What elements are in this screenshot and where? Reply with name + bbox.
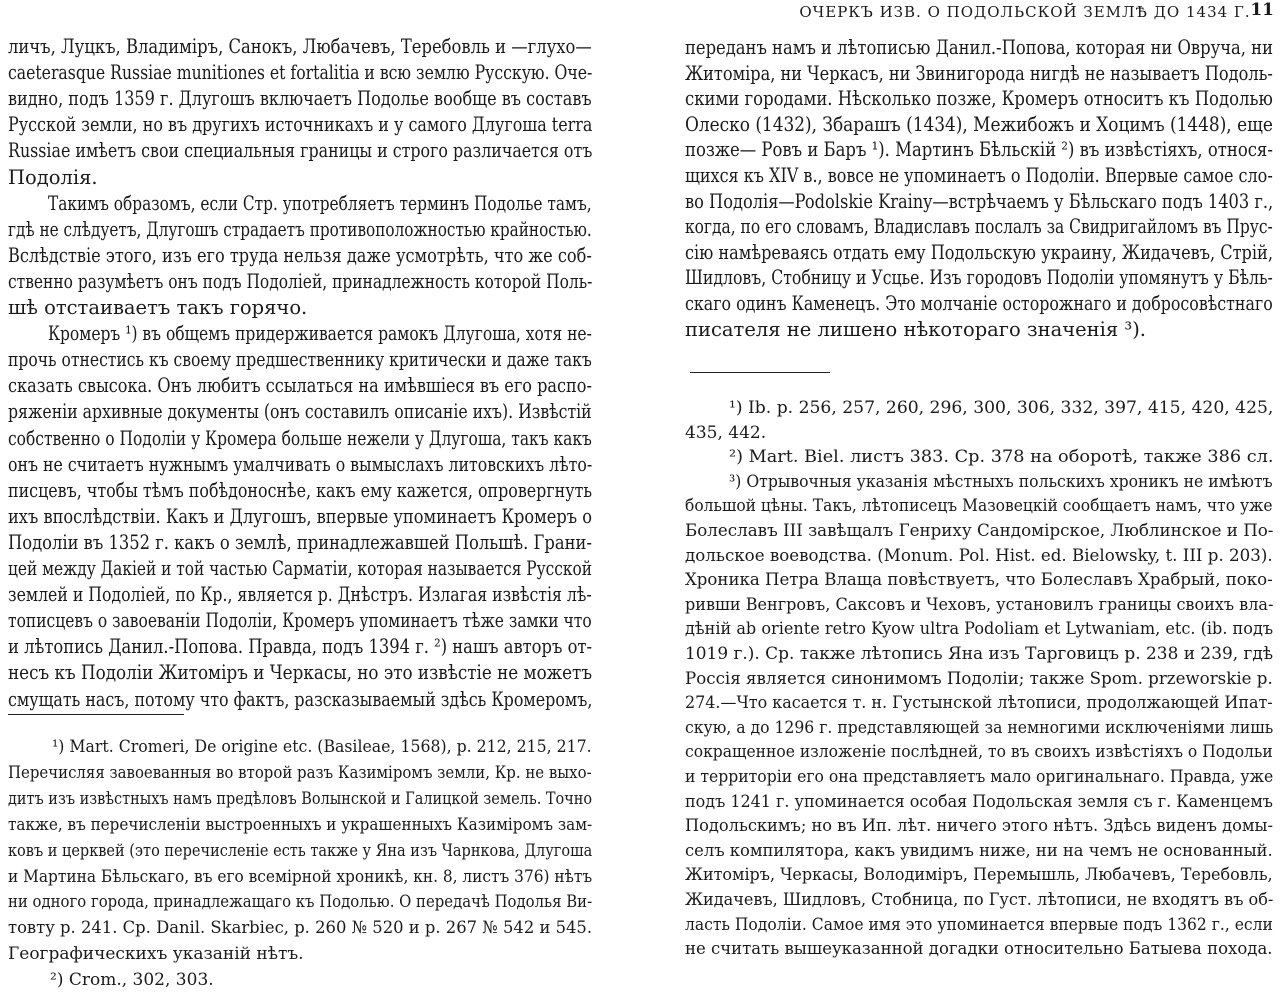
footnote-line: ²) Mart. Biel. листъ 383. Ср. 378 на оборотѣ, также 386 сл. xyxy=(729,447,1274,468)
body-line: смущать насъ, потому что фактъ, разсказываемый здѣсь Кромеромъ, xyxy=(8,687,593,711)
footnote-line: и Мартина Бѣльскаго, въ его всемірной хроникѣ, кн. 8, листъ 376) нѣтъ xyxy=(8,866,593,887)
body-line: щихся къ XIV в., вовсе не упоминаетъ о Подоліи. Впервые самое сло- xyxy=(685,164,1273,187)
body-line: сказать свысока. Онъ любитъ ссылаться на имѣвшіеся въ его распо- xyxy=(8,374,592,398)
footnote-line: Хроника Петра Влаща повѣствуетъ, что Болеславъ Храбрый, поко- xyxy=(685,570,1273,591)
body-line: прочь отнестись къ своему предшественнику критически и даже такъ xyxy=(8,348,592,372)
footnote-line: большой цѣны. Такъ, лѣтописецъ Мазовецкій сообщаетъ намъ, что уже xyxy=(685,496,1273,517)
footnote-line: 274.—Что касается т. н. Густынской лѣтописи, продолжающей Ипат- xyxy=(685,693,1273,714)
footnote-line: ²) Crom., 302, 303. xyxy=(50,970,214,991)
footnote-line: 1019 г.). Ср. также лѣтопись Яна изъ Тарговицъ р. 238 и 239, гдѣ xyxy=(685,644,1274,664)
body-line: Олеско (1432), Збарашъ (1434), Межибожъ и Хоцимъ (1448), еще xyxy=(685,112,1273,136)
body-line: Вслѣдствіе этого, изъ его труда нельзя даже усмотрѣть, что же соб- xyxy=(8,243,592,267)
footnote-line: также, въ перечисленіи выстроенныхъ и украшенныхъ Казиміромъ зам- xyxy=(8,814,593,835)
footnote-line: и территоріи его она представляетъ мало оригинальнаго. Правда, уже xyxy=(685,767,1274,787)
footnote-line: Жидачевъ, Шидловъ, Стобница, по Густ. лѣтописи, не входятъ въ об- xyxy=(685,890,1274,910)
body-line: ственно разумѣетъ онъ подъ Подоліей, принадлежность которой Поль- xyxy=(8,269,593,293)
footnote-line: сокращенное изложеніе послѣдней, то въ своихъ извѣстіяхъ о Подольи xyxy=(685,742,1273,763)
running-head: ОЧЕРКЪ ИЗВ. О ПОДОЛЬСКОЙ ЗЕМЛѢ ДО 1434 Г. xyxy=(799,3,1251,21)
body-line: личъ, Луцкъ, Владиміръ, Санокъ, Любачевъ, Теребовль и —глухо— xyxy=(8,35,592,58)
body-line: Русской земли, но въ другихъ источникахъ и у самого Длугоша terra xyxy=(8,113,593,137)
body-line: землей и Подоліей, по Кр., является р. Днѣстръ. Излагая извѣстія лѣ- xyxy=(8,583,592,607)
footnote-line: дѣній ab oriente retro Kyow ultra Podoliam et Lytwaniam, etc. (ib. подъ xyxy=(685,619,1274,640)
footnote-line: Географическихъ указаній нѣтъ. xyxy=(8,944,304,965)
footnote-line: Житоміръ, Черкасы, Володиміръ, Перемышль, Любачевъ, Теребовль, xyxy=(685,865,1273,886)
footnote-line: ¹) Ib. р. 256, 257, 260, 296, 300, 306, 332, 397, 415, 420, 425, xyxy=(729,398,1274,418)
body-line: позже— Ровъ и Баръ ¹). Мартинъ Бѣльскій ²) въ извѣстіяхъ, относя- xyxy=(685,138,1273,162)
body-line: писцевъ, чтобы тѣмъ побѣдоноснѣе, какъ ему кажется, опровергнуть xyxy=(8,478,593,502)
page-number: 11 xyxy=(1250,0,1274,20)
body-line: ихъ впослѣдствіи. Какъ и Длугошъ, впервые упоминаетъ Кромеръ о xyxy=(8,504,593,528)
footnote-line: Подольскимъ; но въ Ип. лѣт. ничего этого нѣтъ. Здѣсь виденъ домы- xyxy=(685,816,1273,837)
footnote-line: селъ компилятора, какъ увидимъ ниже, ни на чемъ не основанный. xyxy=(685,840,1273,861)
left-page xyxy=(0,0,640,991)
body-line: шѣ отстаиваетъ такъ горячо. xyxy=(8,296,308,319)
body-line: Подоліи въ 1352 г. какъ о землѣ, принадлежавшей Польшѣ. Грани- xyxy=(8,530,592,554)
footnote-line: ривши Венгровъ, Саксовъ и Чеховъ, установилъ границы своихъ вла- xyxy=(685,594,1274,615)
footnote-line: Перечисляя завоеванныя во второй разъ Казиміромъ земли, Кр. не выхо- xyxy=(8,762,592,783)
footnote-line: 435, 442. xyxy=(685,422,767,443)
body-line: Подолія. xyxy=(8,165,98,189)
body-line: Russiae имѣетъ свои специальныя границы и строго различается отъ xyxy=(8,139,593,163)
footnote-line: ни одного города, принадлежащаго къ Подолью. О передачѣ Подолья Ви- xyxy=(8,892,593,913)
body-line: тописцевъ о завоеваніи Подоліи, Кромеръ упоминаетъ тѣже замки что xyxy=(8,609,592,633)
body-line: цей между Дакіей и той частью Сарматіи, которая называется Русской xyxy=(8,557,592,580)
body-line: видно, подъ 1359 г. Длугошъ включаетъ Подолье вообще въ составъ xyxy=(8,87,592,111)
footnote-line: Россія является синонимомъ Подоліи; также Spom. przeworskie р. xyxy=(685,668,1273,689)
footnote-line: ¹) Mart. Cromeri, De origine etc. (Basileae, 1568), p. 212, 215, 217. xyxy=(52,737,592,757)
footnote-line: Болеславъ III завѣщалъ Генриху Сандомірское, Люблинское и По- xyxy=(685,521,1274,541)
footnote-line: ласть Подоліи. Самое имя это упоминается впервые подъ 1362 г., если xyxy=(685,914,1273,935)
footnote-line: не считать вышеуказанной догадки относительно Батыева похода. xyxy=(685,939,1273,960)
body-line: собственно о Подоліи у Кромера больше нежели у Длугоша, такъ какъ xyxy=(8,426,592,450)
body-line: онъ не считаетъ нужнымъ умалчивать о вымыслахъ литовскихъ лѣто- xyxy=(8,452,593,476)
right-page xyxy=(650,0,1280,976)
body-line: писателя не лишено нѣкотораго значенія ³). xyxy=(685,317,1147,341)
body-line: скаго одинъ Каменецъ. Это молчаніе осторожнаго и добросовѣстнаго xyxy=(685,292,1273,315)
body-line: Житоміра, ни Черкасъ, ни Звинигорода нигдѣ не называетъ Подоль- xyxy=(685,61,1273,85)
body-line: Такимъ образомъ, если Стр. употребляетъ терминъ Подолье тамъ, xyxy=(48,191,592,215)
footnote-line: ковъ и церквей (это перечисленіе есть также у Яна изъ Чарнкова, Длугоша xyxy=(8,840,593,861)
body-line: когда, по его словамъ, Владиславъ послалъ за Свидригайломъ въ Прус- xyxy=(685,215,1273,239)
footnote-line: дитъ изъ извѣстныхъ намъ предѣловъ Волынской и Галицкой земель. Точно xyxy=(8,788,593,809)
body-line: переданъ намъ и лѣтописью Данил.-Попова, которая ни Овруча, ни xyxy=(685,36,1273,59)
left-footnote-separator xyxy=(8,714,184,715)
body-line: гдѣ не слѣдуетъ, Длугошъ страдаетъ противоположностью крайностью. xyxy=(8,217,592,241)
right-footnote-separator xyxy=(690,372,830,373)
footnote-line: дольское воеводства. (Monum. Pol. Hist. ed. Bielowsky, t. III p. 203). xyxy=(685,545,1273,566)
body-line: сію намѣреваясь отдать ему Подольскую украину, Жидачевъ, Стрій, xyxy=(685,240,1273,264)
footnote-line: скую, а до 1296 г. представляющей за немногими исключеніями лишь xyxy=(685,717,1274,738)
body-line: несъ къ Подоліи Житоміръ и Черкасы, но это извѣстіе не можетъ xyxy=(8,661,592,685)
body-line: ряженіи архивные документы (онъ составилъ описаніе ихъ). Извѣстій xyxy=(8,400,592,424)
body-line: и лѣтопись Данил.-Попова. Правда, подъ 1394 г. ²) нашъ авторъ от- xyxy=(8,635,592,659)
body-line: Шидловъ, Стобницу и Усцье. Изъ городовъ Подоліи упомянутъ у Бѣль- xyxy=(685,266,1273,290)
footnote-line: ³) Отрывочныя указанія мѣстныхъ польскихъ хроникъ не имѣютъ xyxy=(729,471,1273,492)
footnote-line: товту р. 241. Ср. Danil. Skarbiec, р. 260 № 520 и р. 267 № 542 и 545. xyxy=(8,918,593,939)
body-line: caeterasque Russiae munitiones et fortalitia и всю землю Русскую. Оче- xyxy=(8,61,593,85)
body-line: во Подолія—Podolskie Krainy—встрѣчаемъ у Бѣльскаго подъ 1403 г., xyxy=(685,189,1274,213)
body-line: Кромеръ ¹) въ общемъ придерживается рамокъ Длугоша, хотя не- xyxy=(48,322,592,346)
body-line: скими городами. Нѣсколько позже, Кромеръ относитъ къ Подолью xyxy=(685,87,1273,111)
footnote-line: подъ 1241 г. упоминается особая Подольская земля съ г. Каменцемъ xyxy=(685,791,1273,812)
